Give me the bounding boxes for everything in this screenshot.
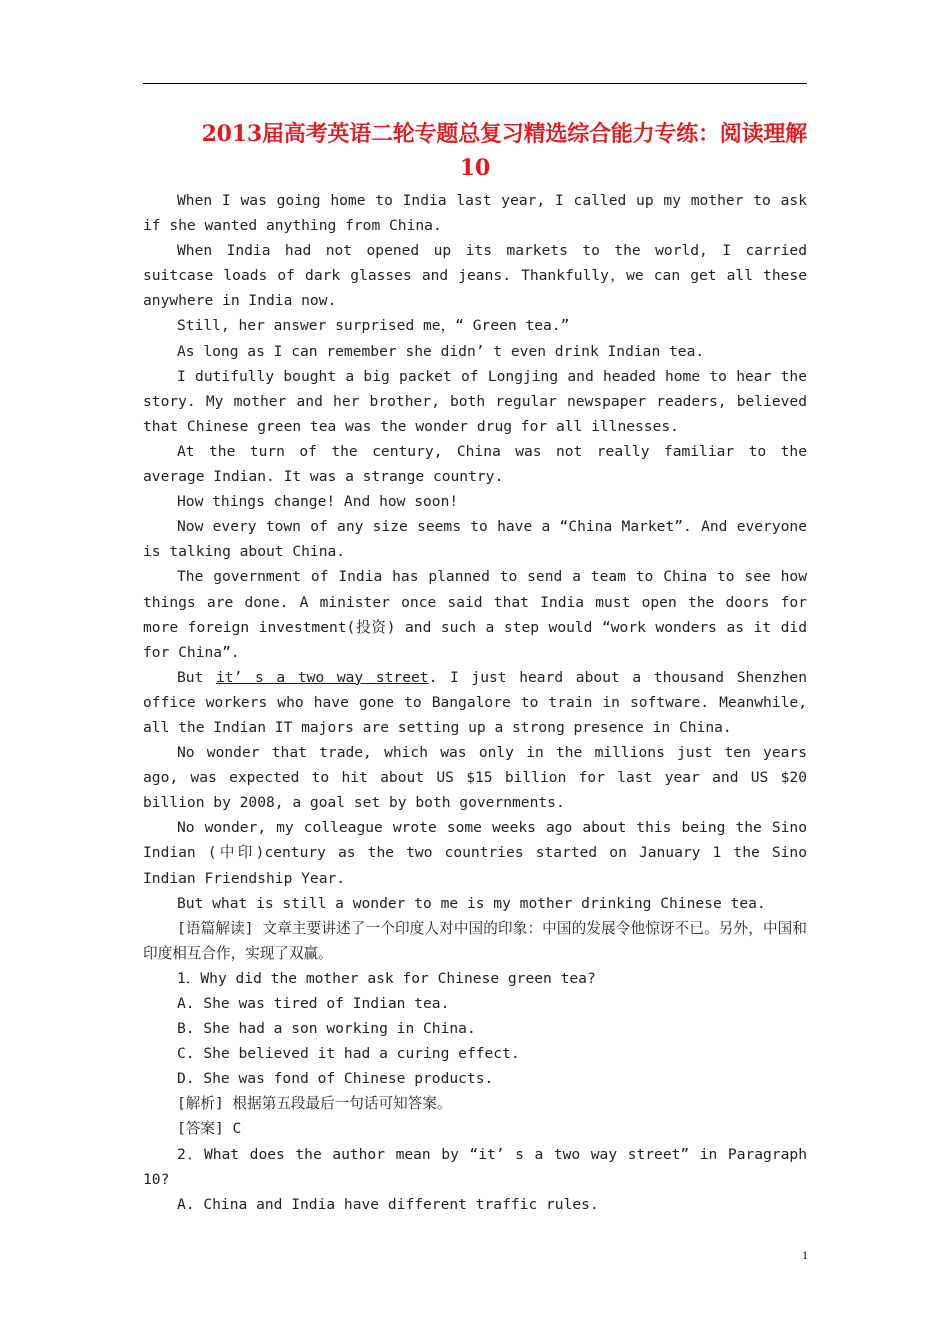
paragraph: I dutifully bought a big packet of Longjing and headed home to hear the story. My mother and her brother, both regular newspaper readers, believed that Chinese green tea was the wonder drug for all illnesses. <box>143 367 807 435</box>
paragraph-10-before: But <box>177 668 216 686</box>
underlined-phrase: it’ s a two way street <box>216 668 429 686</box>
paragraph: No wonder, my colleague wrote some weeks ago about this being the Sino Indian (中印)century as the two countries started on January 1 the Sino Indian Friendship Year. <box>143 819 807 887</box>
question-1-answer: [答案] C <box>177 1120 242 1138</box>
page-number: 1 <box>802 1248 808 1262</box>
question-1-analysis: [解析] 根据第五段最后一句话可知答案。 <box>177 1095 452 1113</box>
paragraph: At the turn of the century, China was not really familiar to the average Indian. It was a strange country. <box>143 442 807 486</box>
paragraph-10 <box>143 665 807 740</box>
question-1-stem: 1．Why did the mother ask for Chinese green tea? <box>177 969 596 987</box>
question-2-stem: 2．What does the author mean by “it’ s a two way street” in Paragraph 10? <box>143 1145 807 1188</box>
paragraph: The government of India has planned to send a team to China to see how things are done. A minister once said that India must open the doors for more foreign investment(投资) and such a step would “work wonders as it did for China”. <box>143 568 807 661</box>
question-1-option-d: D. She was fond of Chinese products. <box>177 1070 494 1088</box>
paragraph: Still, her answer surprised me，“ Green tea.” <box>177 317 570 335</box>
paragraph: How things change! And how soon! <box>177 493 459 511</box>
title-line-2: 10 <box>459 155 491 181</box>
title-line-1: 2013届高考英语二轮专题总复习精选综合能力专练：阅读理解 <box>201 121 807 147</box>
paragraph-10-after: . I just heard about a thousand Shenzhen office workers who have gone to Bangalore to train in software. Meanwhile, all the Indian IT majors are setting up a strong presence in China. <box>143 668 807 736</box>
question-1-option-a: A. She was tired of Indian tea. <box>177 995 450 1012</box>
document-body <box>143 188 807 1217</box>
header-rule <box>143 83 807 84</box>
passage-analysis: [语篇解读] 文章主要讲述了一个印度人对中国的印象：中国的发展令他惊讶不已。另外，中国和印度相互合作，实现了双赢。 <box>143 919 807 962</box>
paragraph: As long as I can remember she didn’ t even drink Indian tea. <box>177 342 705 360</box>
question-1-option-c: C. She believed it had a curing effect. <box>177 1045 520 1063</box>
paragraph: When India had not opened up its markets to the world, I carried suitcase loads of dark glasses and jeans. Thankfully，we can get all these anywhere in India now. <box>143 242 807 310</box>
document-title <box>143 117 807 185</box>
paragraph: Now every town of any size seems to have a “China Market”. And everyone is talking about China. <box>143 518 807 561</box>
question-1-option-b: B. She had a son working in China. <box>177 1020 476 1038</box>
paragraph: But what is still a wonder to me is my mother drinking Chinese tea. <box>177 894 766 912</box>
paragraph: No wonder that trade, which was only in the millions just ten years ago, was expected to hit about US $15 billion for last year and US $20 billion by 2008, a goal set by both governments. <box>143 744 807 812</box>
question-2-option-a: A. China and India have different traffic rules. <box>177 1195 599 1213</box>
paragraph: When I was going home to India last year, I called up my mother to ask if she wanted anything from China. <box>143 192 807 235</box>
